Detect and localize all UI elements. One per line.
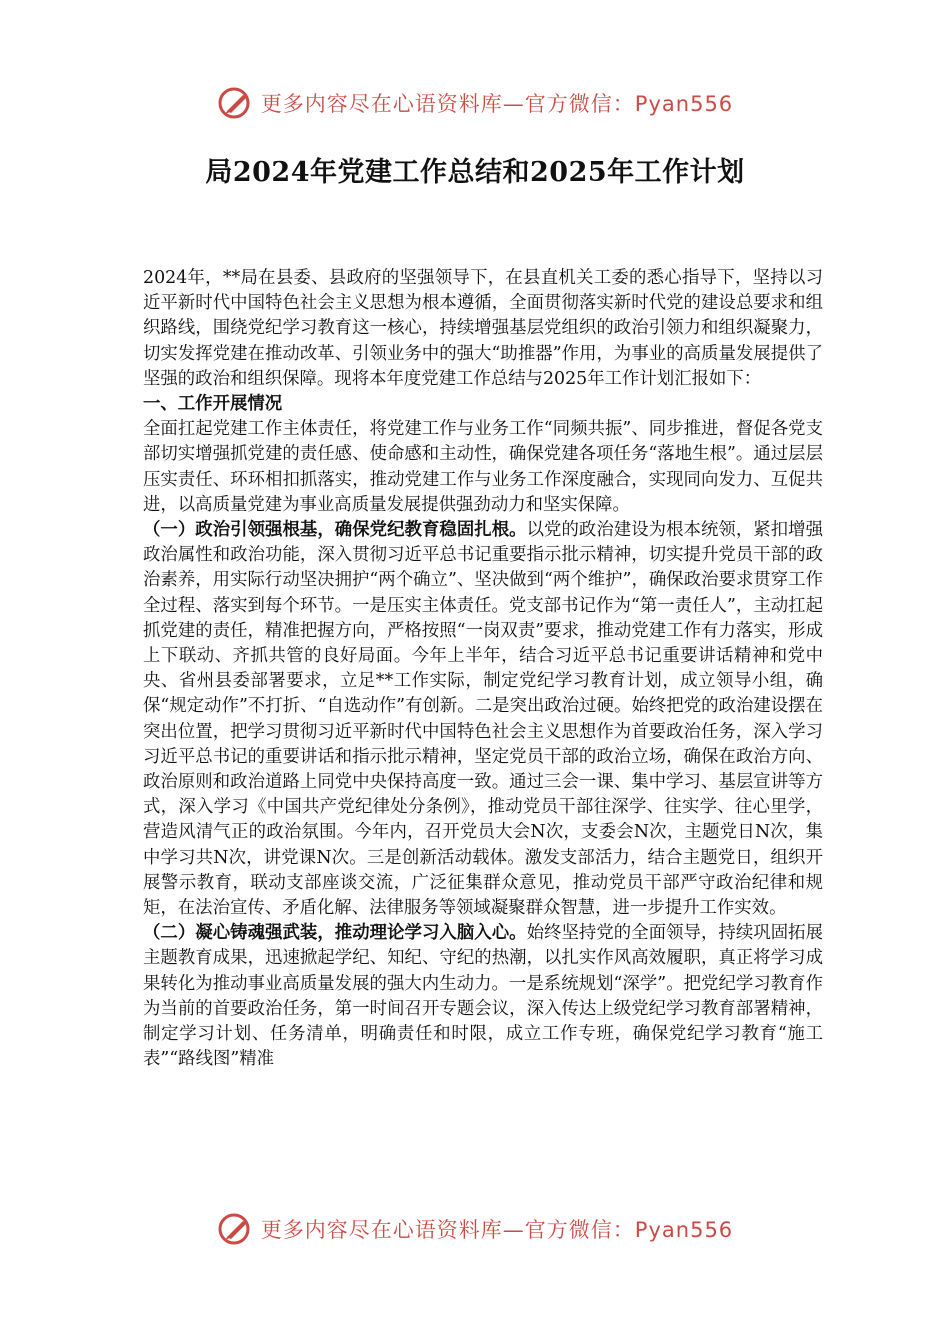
section-paragraph: 全面扛起党建工作主体责任，将党建工作与业务工作“同频共振”、同步推进，督促各党支部切实增强抓党建的责任感、使命感和主动性，确保党建各项任务“落地生根”。通过层层压实责任、环环相扣抓落实，推动党建工作与业务工作深度融合，实现同向发力、互促共进，以高质量党建为事业高质量发展提供强劲动力和坚实保障。 [143,419,823,515]
subsection-1-heading: （一）政治引领强根基，确保党纪教育稳固扎根。 [143,520,527,541]
pen-logo-icon [217,1212,255,1246]
subsection-2-heading: （二）凝心铸魂强武装，推动理论学习入脑入心。 [143,923,527,944]
pen-logo-icon [217,86,255,120]
intro-paragraph: 2024年，**局在县委、县政府的坚强领导下，在县直机关工委的悉心指导下，坚持以习近平新时代中国特色社会主义思想为根本遵循，全面贯彻落实新时代党的建设总要求和组织路线，围绕党纪学习教育这一核心，持续增强基层党组织的政治引领力和组织凝聚力，切实发挥党建在推动改革、引领业务中的强大“助推器”作用，为事业的高质量发展提供了坚强的政治和组织保障。现将本年度党建工作总结与2025年工作计划汇报如下： [143,268,823,389]
subsection-1-body: 以党的政治建设为根本统领，紧扣增强政治属性和政治功能，深入贯彻习近平总书记重要指示批示精神，切实提升党员干部的政治素养，用实际行动坚决拥护“两个确立”、坚决做到“两个维护”，确保政治要求贯穿工作全过程、落实到每个环节。一是压实主体责任。党支部书记作为“第一责任人”，主动扛起抓党建的责任，精准把握方向，严格按照“一岗双责”要求，推动党建工作有力落实，形成上下联动、齐抓共管的良好局面。今年上半年，结合习近平总书记重要讲话精神和党中央、省州县委部署要求，立足**工作实际，制定党纪学习教育计划，成立领导小组，确保“规定动作”不打折、“自选动作”有创新。二是突出政治过硬。始终把党的政治建设摆在突出位置，把学习贯彻习近平新时代中国特色社会主义思想作为首要政治任务，深入学习习近平总书记的重要讲话和指示批示精神，坚定党员干部的政治立场，确保在政治方向、政治原则和政治道路上同党中央保持高度一致。通过三会一课、集中学习、基层宣讲等方式，深入学习《中国共产党纪律处分条例》，推动党员干部往深学、往实学、往心里学，营造风清气正的政治氛围。今年内，召开党员大会N次，支委会N次，主题党日N次，集中学习共N次，讲党课N次。三是创新活动载体。激发支部活力，结合主题党日，组织开展警示教育，联动支部座谈交流，广泛征集群众意见，推动党员干部严守政治纪律和规矩，在法治宣传、矛盾化解、法律服务等领域凝聚群众智慧，进一步提升工作实效。 [143,520,823,919]
document-title: 局2024年党建工作总结和2025年工作计划 [205,157,745,188]
watermark-text: 更多内容尽在心语资料库—官方微信：Pyan556 [260,92,734,116]
subsection-2 [143,921,823,1072]
bottom-watermark-banner [0,1212,950,1246]
subsection-2-body: 始终坚持党的全面领导，持续巩固拓展主题教育成果，迅速掀起学纪、知纪、守纪的热潮，以扎实作风高效履职，真正将学习成果转化为推动事业高质量发展的强大内生动力。一是系统规划“深学”。把党纪学习教育作为当前的首要政治任务，第一时间召开专题会议，深入传达上级党纪学习教育部署精神，制定学习计划、任务清单，明确责任和时限，成立工作专班，确保党纪学习教育“施工表”“路线图”精准 [143,923,823,1070]
watermark-text: 更多内容尽在心语资料库—官方微信：Pyan556 [260,1218,734,1242]
subsection-1 [143,518,823,921]
top-watermark-banner [0,86,950,120]
section-heading: 一、工作开展情况 [143,394,283,415]
document-body [143,266,823,1073]
